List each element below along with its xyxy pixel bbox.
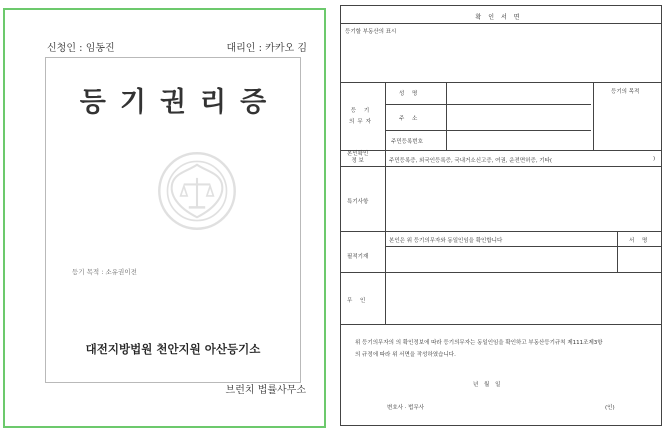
form-rule — [385, 104, 591, 105]
certificate-cover — [45, 57, 301, 383]
form-note-line-2: 의 규정에 따라 위 서면을 작성하였습니다. — [355, 352, 456, 358]
form-note-line-1: 위 등기의무자의 의 확인정보에 따라 등기의무자는 동일인임을 확인하고 부동산등기규칙 제111조제3항 — [355, 340, 603, 346]
identity-options-close: ) — [653, 156, 656, 162]
form-rule — [341, 324, 661, 325]
registration-purpose: 등기 목적 : 소유권이전 — [72, 268, 137, 276]
registry-office: 대전지방법원 천안지원 아산등기소 — [85, 342, 261, 356]
form-rule — [446, 82, 447, 150]
form-rule — [341, 166, 661, 167]
certificate-cover-panel — [3, 8, 326, 428]
handwriting-label: 필적기재 — [347, 254, 369, 260]
name-label: 성 명 — [399, 91, 421, 97]
date-line: 년 월 일 — [473, 382, 503, 388]
certificate-title: 등기권리증 — [79, 87, 281, 118]
form-rule — [341, 231, 661, 232]
resident-number-label: 주민등록번호 — [391, 139, 423, 145]
signer-seal-mark: (인) — [605, 405, 615, 411]
form-rule — [341, 82, 661, 83]
form-rule — [385, 82, 386, 324]
form-rule — [341, 272, 661, 273]
signer-label: 변호사 · 법무사 — [387, 405, 425, 411]
form-rule — [341, 150, 661, 151]
address-label: 주 소 — [399, 116, 421, 122]
form-title: 확인서면 — [475, 14, 527, 21]
court-seal-icon — [156, 150, 238, 232]
thumbprint-label: 무 인 — [347, 298, 369, 304]
law-firm-name: 브런치 법률사무소 — [225, 385, 306, 396]
agent-label: 대리인 : 카카오 김 — [226, 43, 307, 54]
confirmation-statement: 본인은 위 등기의무자와 동일인임을 확인합니다 — [389, 238, 503, 244]
special-matters-label: 특기사항 — [347, 199, 369, 205]
signature-mark-label: 서 명 — [629, 238, 651, 244]
form-rule — [385, 246, 661, 247]
identity-options: 주민등록증, 외국인등록증, 국내거소신고증, 여권, 운전면허증, 기타( — [389, 158, 553, 164]
form-rule — [617, 231, 618, 272]
obligor-label: 등 기 의무자 — [349, 108, 374, 125]
form-rule — [593, 82, 594, 150]
form-rule — [385, 130, 591, 131]
property-label: 등기할 부동산의 표시 — [345, 29, 397, 35]
identity-label: 본인확인 정 보 — [347, 151, 369, 164]
registration-purpose-label: 등기의 목적 — [611, 89, 640, 95]
form-rule — [341, 23, 661, 24]
confirmation-form — [340, 5, 662, 426]
applicant-label: 신청인 : 임동진 — [47, 43, 115, 54]
